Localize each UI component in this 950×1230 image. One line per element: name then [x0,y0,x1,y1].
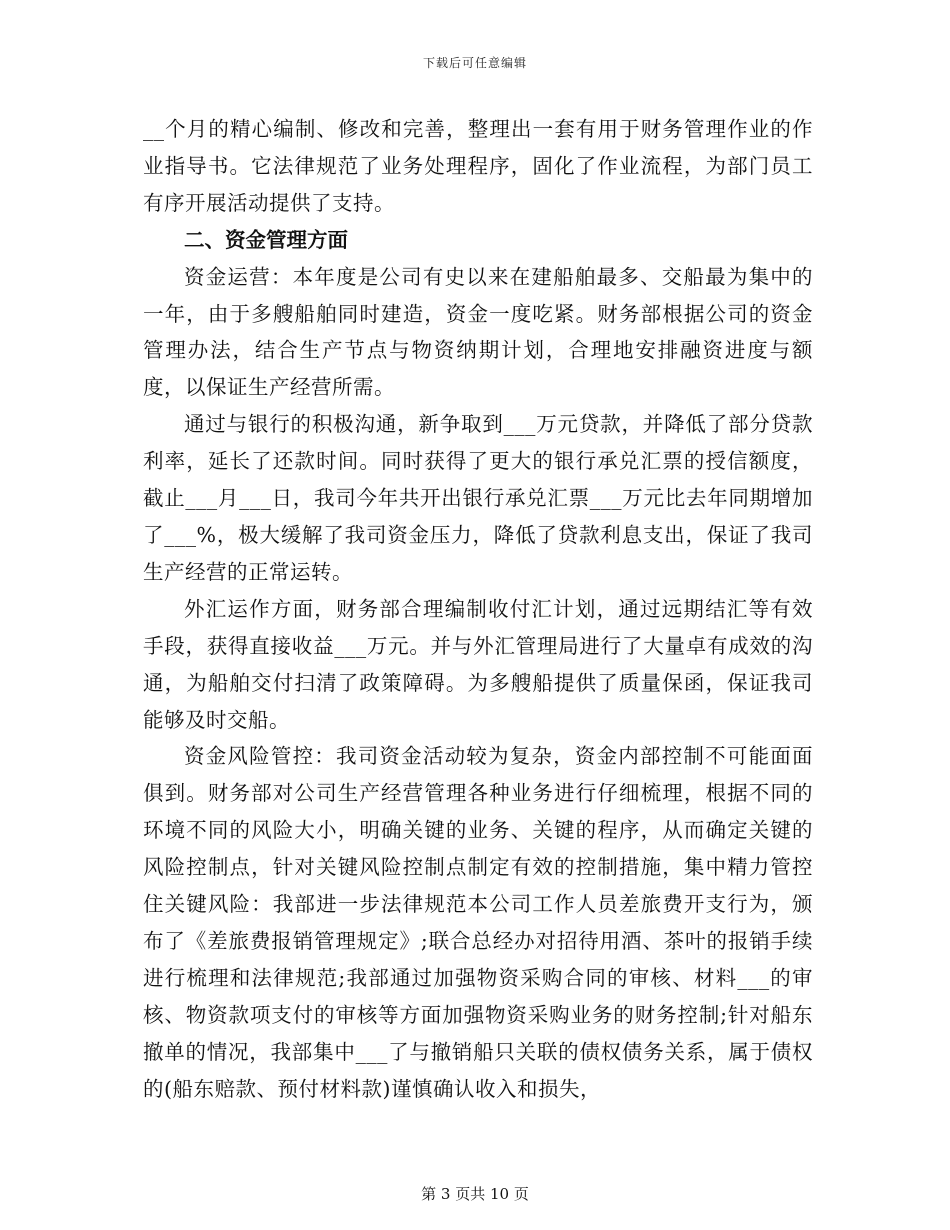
page-footer: 第 3 页共 10 页 [421,1185,529,1203]
section-heading-funds: 二、资金管理方面 [184,227,348,252]
paragraph-foreign-exchange: 外汇运作方面，财务部合理编制收付汇计划，通过远期结汇等有效手段，获得直接收益___万元。并与外汇管理局进行了大量卓有成效的沟通，为船舶交付扫清了政策障碍。为多艘船提供了质量保函，保证我司能够及时交船。 [143,596,813,732]
page-header: 下载后可任意编辑 [422,56,527,70]
paragraph-risk-control: 资金风险管控：我司资金活动较为复杂，资金内部控制不可能面面俱到。财务部对公司生产经营管理各种业务进行仔细梳理，根据不同的环境不同的风险大小，明确关键的业务、关键的程序，从而确定关键的风险控制点，针对关键风险控制点制定有效的控制措施，集中精力管控住关键风险：我部进一步法律规范本公司工作人员差旅费开支行为，颁布了《差旅费报销管理规定》;联合总经办对招待用酒、茶叶的报销手续进行梳理和法律规范;我部通过加强物资采购合同的审核、材料___的审核、物资款项支付的审核等方面加强物资采购业务的财务控制;针对船东撤单的情况，我部集中___了与撤销船只关联的债权债务关系，属于债权的(船东赔款、预付材料款)谨慎确认收入和损失， [143,744,813,1101]
paragraph-bank-communication: 通过与银行的积极沟通，新争取到___万元贷款，并降低了部分贷款利率，延长了还款时间。同时获得了更大的银行承兑汇票的授信额度，截止___月___日，我司今年共开出银行承兑汇票___万元比去年同期增加了___%，极大缓解了我司资金压力，降低了贷款利息支出，保证了我司生产经营的正常运转。 [143,412,813,584]
paragraph-1: __个月的精心编制、修改和完善，整理出一套有用于财务管理作业的作业指导书。它法律规范了业务处理程序，固化了作业流程，为部门员工有序开展活动提供了支持。 [143,117,813,215]
document-body [143,111,813,1107]
paragraph-fund-operation: 资金运营：本年度是公司有史以来在建船舶最多、交船最为集中的一年，由于多艘船舶同时建造，资金一度吃紧。财务部根据公司的资金管理办法，结合生产节点与物资纳期计划，合理地安排融资进度与额度，以保证生产经营所需。 [143,264,813,400]
